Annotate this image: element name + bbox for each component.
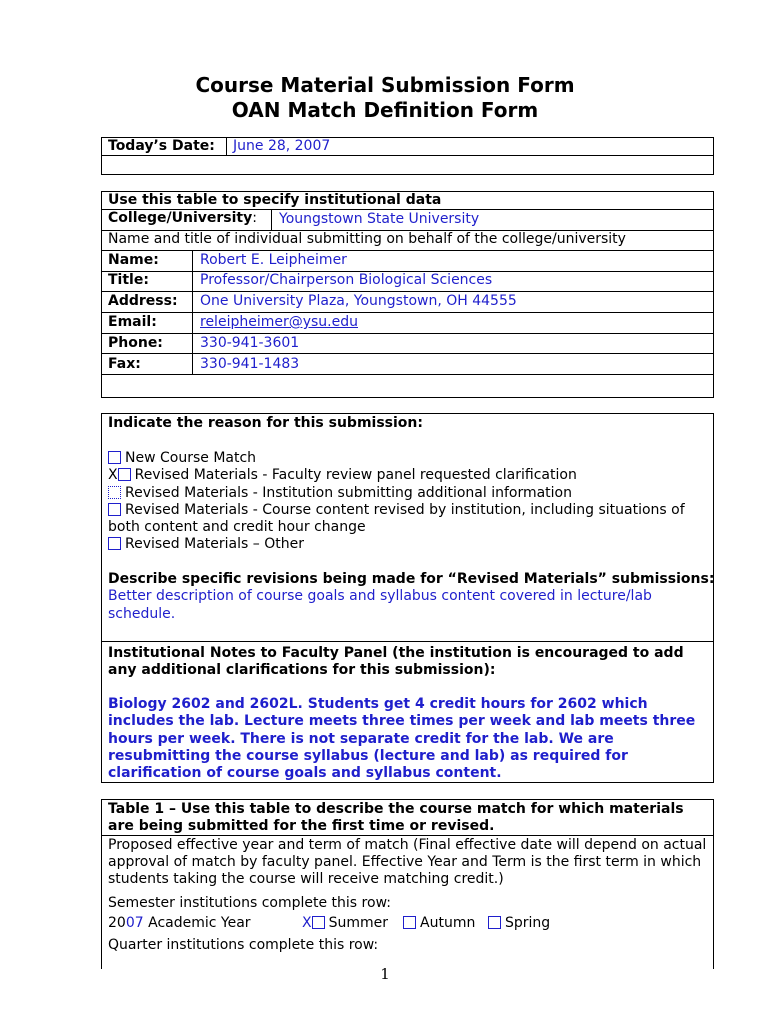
table1-heading-line-1: Table 1 – Use this table to describe the course match for which materials bbox=[108, 801, 684, 817]
address-row-rule bbox=[101, 312, 714, 313]
option-label: Revised Materials – Other bbox=[125, 536, 304, 552]
table1-heading-rule bbox=[101, 835, 714, 836]
academic-year-label: Academic Year bbox=[143, 915, 251, 931]
phone-value[interactable]: 330-941-3601 bbox=[200, 335, 300, 351]
name-label: Name: bbox=[108, 252, 159, 268]
date-table-col-divider bbox=[226, 137, 227, 155]
proposed-line-1: Proposed effective year and term of match (Final effective date will depend on actual bbox=[108, 837, 707, 853]
year-value[interactable]: 07 bbox=[125, 915, 144, 931]
describe-line-1[interactable]: Better description of course goals and syllabus content covered in lecture/lab bbox=[108, 588, 652, 604]
institution-heading: Use this table to specify institutional data bbox=[108, 192, 442, 208]
quarter-label: Quarter institutions complete this row: bbox=[108, 937, 379, 953]
option-other[interactable] bbox=[108, 536, 304, 553]
describe-heading: Describe specific revisions being made for “Revised Materials” submissions: bbox=[108, 571, 715, 587]
notes-body-line-5[interactable]: clarification of course goals and syllabus content. bbox=[108, 765, 502, 781]
option-additional-info[interactable] bbox=[108, 485, 572, 502]
checkbox-icon[interactable] bbox=[488, 916, 501, 929]
option-mark: X bbox=[108, 467, 118, 483]
date-table-divider bbox=[101, 155, 714, 156]
email-row-rule bbox=[101, 333, 714, 334]
notes-rule bbox=[101, 641, 714, 642]
college-label-text: College/University bbox=[108, 210, 253, 226]
option-new-course[interactable] bbox=[108, 450, 256, 467]
table1-heading-line-2: are being submitted for the first time or revised. bbox=[108, 818, 495, 834]
autumn-label: Autumn bbox=[420, 915, 476, 931]
notes-body-line-1[interactable]: Biology 2602 and 2602L. Students get 4 credit hours for 2602 which bbox=[108, 696, 648, 712]
term-summer[interactable] bbox=[302, 915, 388, 932]
term-autumn[interactable] bbox=[403, 915, 475, 932]
option-label: New Course Match bbox=[125, 450, 257, 466]
checkbox-icon[interactable] bbox=[108, 451, 121, 464]
phone-label: Phone: bbox=[108, 335, 163, 351]
option-faculty-clarification[interactable] bbox=[108, 467, 577, 484]
notes-heading-line-1: Institutional Notes to Faculty Panel (the institution is encouraged to add bbox=[108, 645, 684, 661]
option-label: Revised Materials - Course content revised by institution, including situations of bbox=[125, 502, 685, 518]
title-label: Title: bbox=[108, 272, 149, 288]
notes-body-line-3[interactable]: hours per week. There is not separate credit for the lab. We are bbox=[108, 731, 614, 747]
fax-value[interactable]: 330-941-1483 bbox=[200, 356, 300, 372]
option-content-revised-continuation: both content and credit hour change bbox=[108, 519, 366, 535]
phone-row-rule bbox=[101, 353, 714, 354]
title-value[interactable]: Professor/Chairperson Biological Sciences bbox=[200, 272, 493, 288]
notes-heading-line-2: any additional clarifications for this submission): bbox=[108, 662, 496, 678]
spring-label: Spring bbox=[505, 915, 551, 931]
email-label: Email: bbox=[108, 314, 157, 330]
address-label: Address: bbox=[108, 293, 178, 309]
page-number: 1 bbox=[380, 965, 390, 983]
proposed-line-3: students taking the course will receive matching credit.) bbox=[108, 871, 504, 887]
reason-heading: Indicate the reason for this submission: bbox=[108, 415, 423, 431]
proposed-line-2: approval of match by faculty panel. Effective Year and Term is the first term in which bbox=[108, 854, 702, 870]
date-value[interactable]: June 28, 2007 bbox=[233, 138, 331, 154]
college-label bbox=[108, 210, 257, 227]
name-value[interactable]: Robert E. Leipheimer bbox=[200, 252, 347, 268]
option-content-revised[interactable] bbox=[108, 502, 685, 519]
form-subtitle: OAN Match Definition Form bbox=[231, 98, 539, 122]
title-row-rule bbox=[101, 291, 714, 292]
academic-year-field[interactable] bbox=[108, 915, 251, 932]
describe-line-2[interactable]: schedule. bbox=[108, 606, 176, 622]
college-col-divider bbox=[271, 209, 272, 230]
notes-body-line-4[interactable]: resubmitting the course syllabus (lecture and lab) as required for bbox=[108, 748, 628, 764]
checkbox-icon[interactable] bbox=[108, 486, 121, 499]
summer-label: Summer bbox=[328, 915, 388, 931]
term-spring[interactable] bbox=[488, 915, 550, 932]
option-label: Revised Materials - Faculty review panel requested clarification bbox=[134, 467, 577, 483]
checkbox-icon[interactable] bbox=[312, 916, 325, 929]
semester-label: Semester institutions complete this row: bbox=[108, 895, 391, 911]
fax-row-rule bbox=[101, 374, 714, 375]
checkbox-icon[interactable] bbox=[108, 503, 121, 516]
option-label: Revised Materials - Institution submitting additional information bbox=[125, 485, 572, 501]
checkbox-icon[interactable] bbox=[108, 537, 121, 550]
notes-body-line-2[interactable]: includes the lab. Lecture meets three times per week and lab meets three bbox=[108, 713, 696, 729]
address-value[interactable]: One University Plaza, Youngstown, OH 44555 bbox=[200, 293, 517, 309]
checkbox-icon[interactable] bbox=[118, 468, 131, 481]
form-title: Course Material Submission Form bbox=[195, 73, 575, 97]
date-label: Today’s Date: bbox=[108, 138, 215, 154]
college-value[interactable]: Youngstown State University bbox=[279, 211, 480, 227]
submitter-note: Name and title of individual submitting on behalf of the college/university bbox=[108, 231, 626, 247]
college-label-colon: : bbox=[252, 210, 257, 226]
email-value[interactable]: releipheimer@ysu.edu bbox=[200, 314, 358, 330]
summer-mark: X bbox=[302, 915, 312, 931]
fax-label: Fax: bbox=[108, 356, 141, 372]
year-prefix: 20 bbox=[108, 915, 126, 931]
checkbox-icon[interactable] bbox=[403, 916, 416, 929]
